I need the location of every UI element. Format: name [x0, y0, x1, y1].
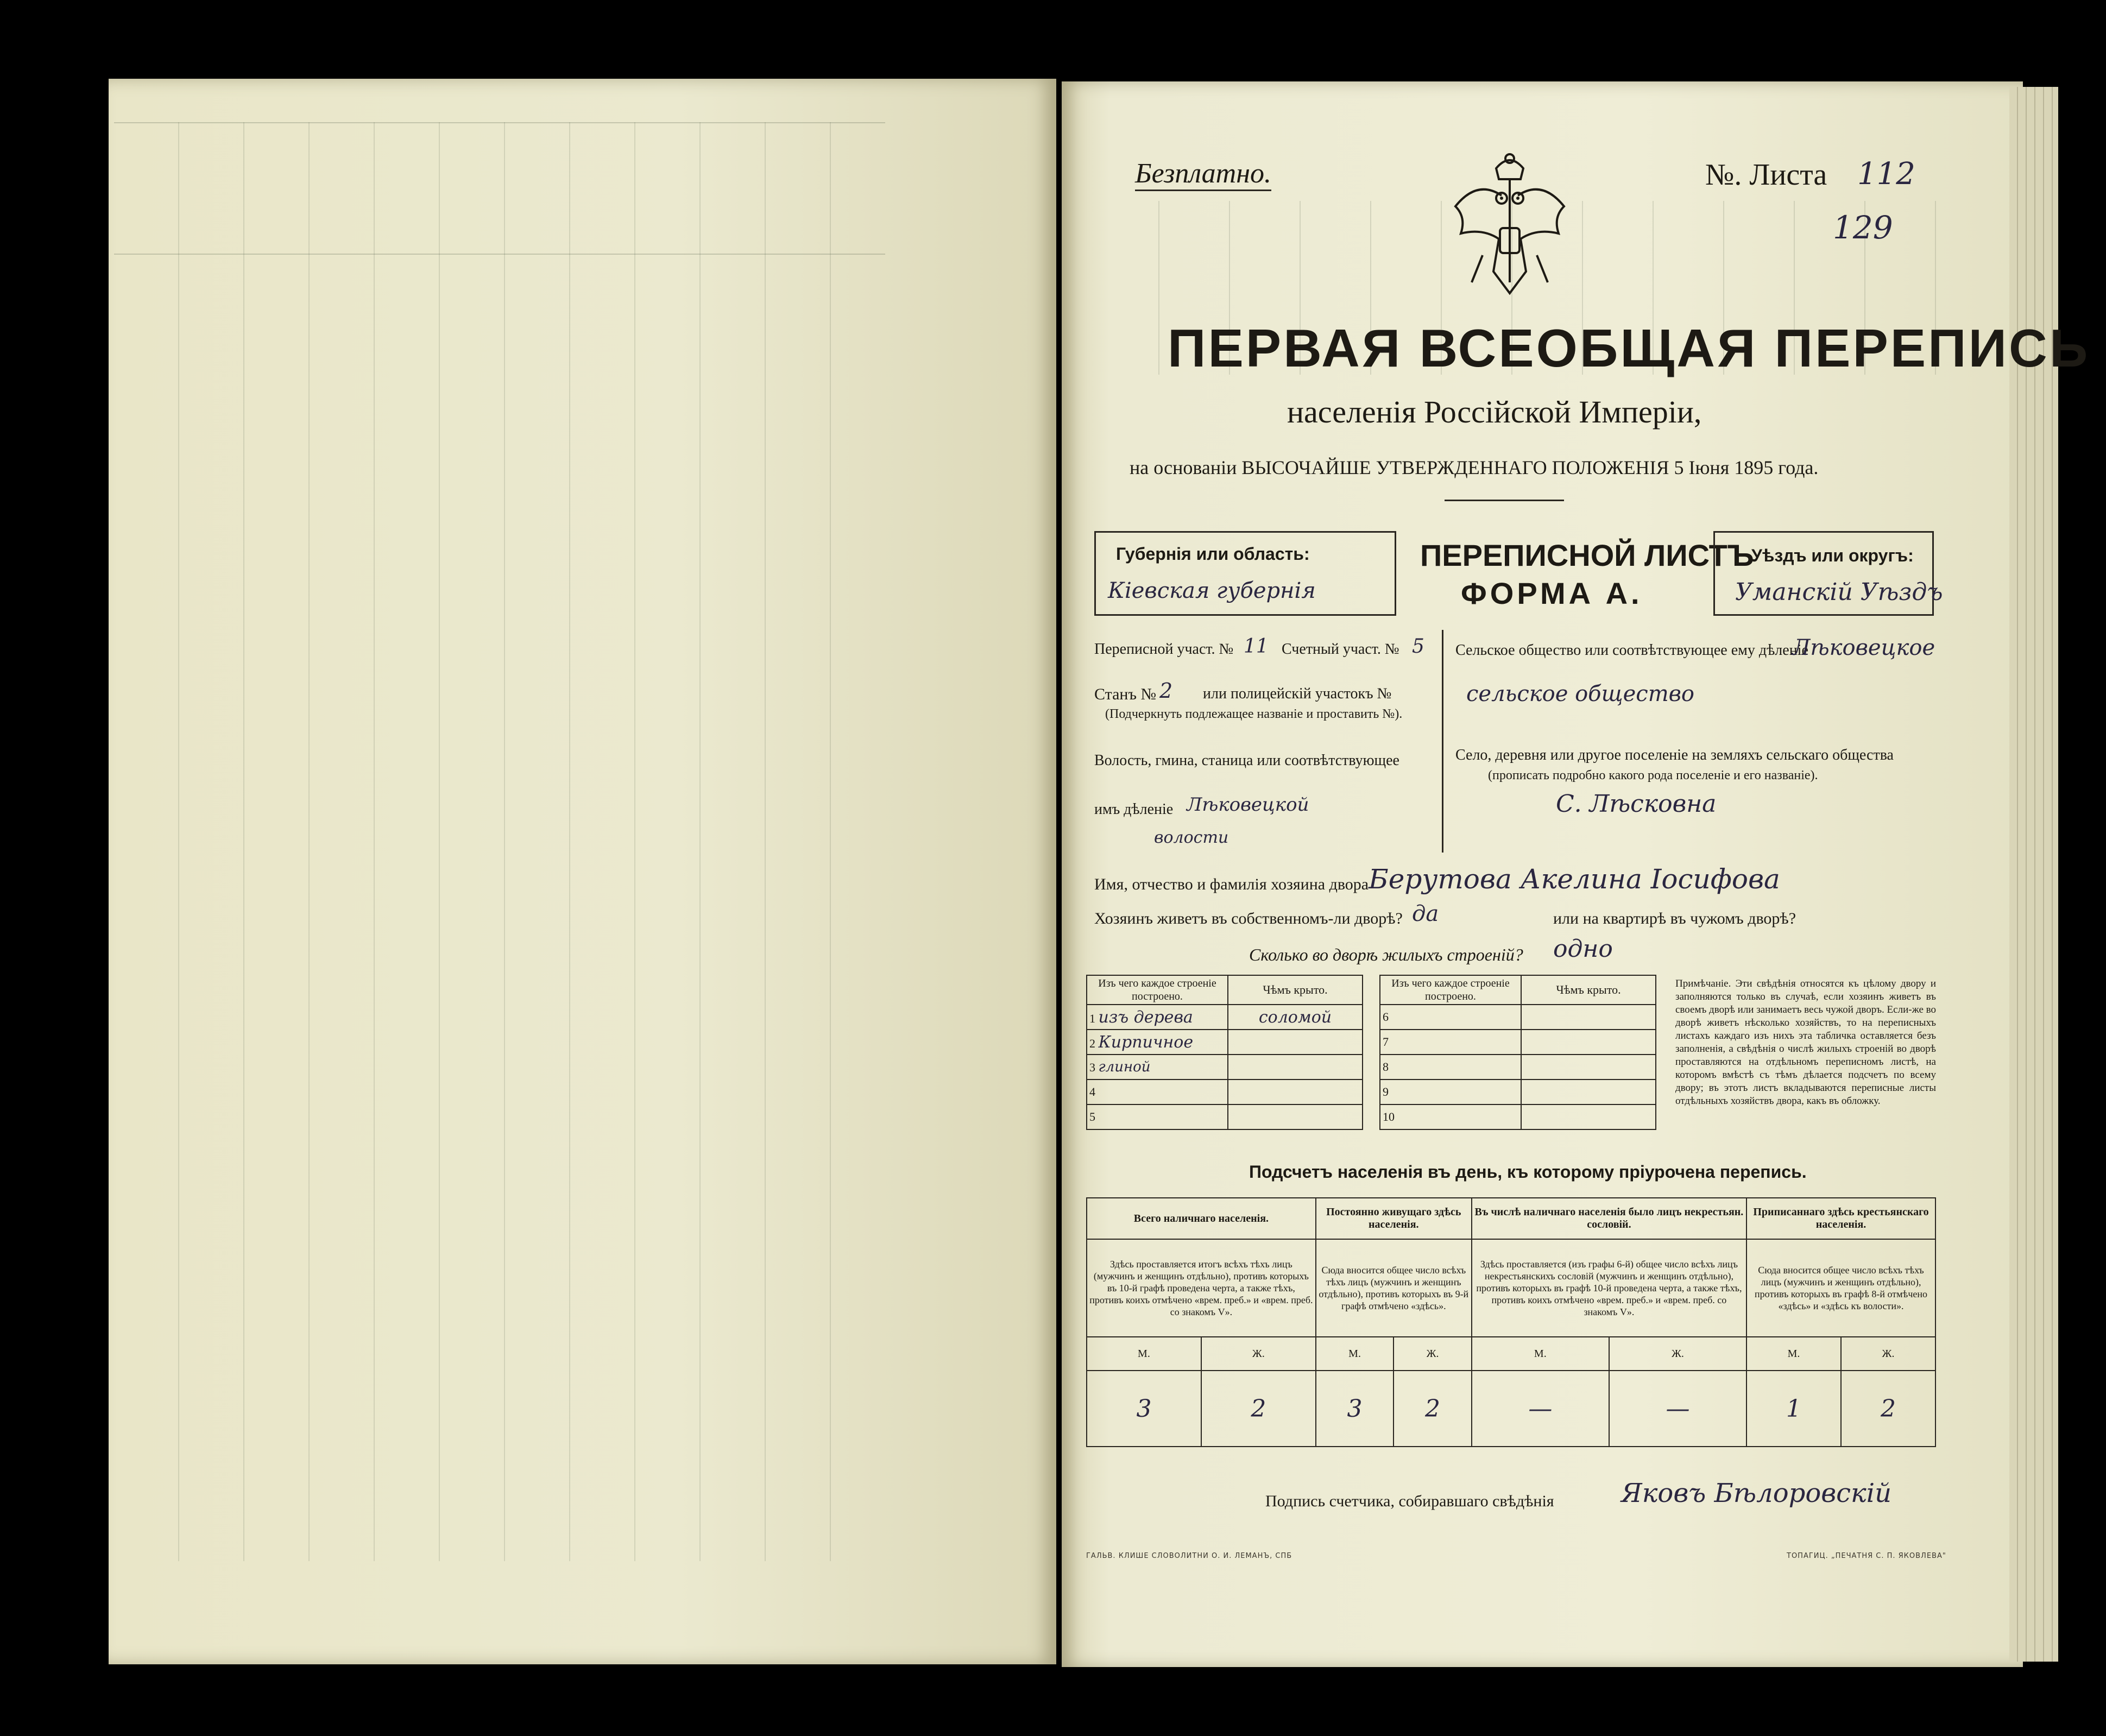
details-divider	[1442, 630, 1443, 853]
group-head: Всего наличнаго населенія.	[1087, 1198, 1316, 1239]
f-value: 2	[1201, 1371, 1316, 1447]
group-head: Постоянно живущаго здѣсь населенія.	[1316, 1198, 1472, 1239]
row-number: 4	[1089, 1085, 1095, 1099]
imperial-eagle-emblem	[1445, 147, 1575, 310]
f-header: Ж.	[1841, 1337, 1935, 1371]
stan-label: Станъ №	[1094, 685, 1157, 703]
buildings-table-right	[1379, 975, 1656, 1130]
sheet-label: ПЕРЕПИСНОЙ ЛИСТЪ	[1420, 538, 1754, 572]
row-roof	[1228, 1055, 1363, 1080]
row-number: 10	[1380, 1104, 1521, 1129]
volost-value-2: волости	[1154, 828, 1229, 847]
ornament-divider	[1445, 500, 1564, 501]
village-value: С. Лѣсковна	[1556, 790, 1717, 818]
m-header: М.	[1746, 1337, 1841, 1371]
group-desc: Здѣсь проставляется итогъ всѣхъ тѣхъ лицъ (мужчинъ и женщинъ отдѣльно), противъ которыхъ въ 10-й графѣ проведена черта, а также тѣхъ, противъ коихъ отмѣчено «врем. преб.» и «врем. преб. со знакомъ V».	[1087, 1239, 1316, 1337]
f-header: Ж.	[1201, 1337, 1316, 1371]
footer-left: ГАЛЬВ. КЛИШЕ СЛОВОЛИТНИ О. И. ЛЕМАНЪ, СПБ	[1086, 1552, 1292, 1560]
village-label: Село, деревня или другое поселеніе на земляхъ сельскаго общества	[1455, 747, 1894, 763]
society-label: Сельское общество или соотвѣтствующее ему дѣленіе	[1455, 642, 1808, 659]
uezd-label: Уѣздъ или округъ:	[1751, 546, 1914, 565]
owner-label: Имя, отчество и фамилія хозяина двора	[1094, 875, 1369, 893]
guberniya-value: Кіевская губернія	[1108, 578, 1316, 603]
society-value-1: Лѣковецкое	[1792, 635, 1935, 660]
row-number: 7	[1380, 1030, 1521, 1055]
signature-value: Яковъ Бѣлоровскій	[1621, 1478, 1891, 1508]
footer-right: ТОПАГИЦ. „ПЕЧАТНЯ С. П. ЯКОВЛЕВА"	[1787, 1552, 1946, 1560]
row-material: Кирпичное	[1098, 1032, 1194, 1052]
buildings-label: Сколько во дворѣ жилыхъ строеній?	[1249, 945, 1523, 964]
volost-label-2: имъ дѣленіе	[1094, 801, 1174, 818]
col-roof-header: Чѣмъ крыто.	[1228, 975, 1363, 1005]
m-value: 3	[1087, 1371, 1201, 1447]
population-count-table	[1086, 1197, 1936, 1447]
lives-rent-label: или на квартирѣ въ чужомъ дворѣ?	[1553, 910, 1796, 927]
col-material-header: Изъ чего каждое строеніе построено.	[1380, 975, 1521, 1005]
group-desc: Сюда вносится общее число всѣхъ тѣхъ лицъ (мужчинъ и женщинъ отдѣльно), противъ которыхъ въ 9-й графѣ отмѣчено «здѣсь».	[1316, 1239, 1472, 1337]
lives-own-value: да	[1412, 901, 1439, 926]
count-district-value: 5	[1412, 635, 1424, 658]
left-page-faint-grid	[114, 122, 885, 1561]
row-material: изъ дерева	[1098, 1007, 1193, 1027]
census-title: ПЕРВАЯ ВСЕОБЩАЯ ПЕРЕПИСЬ	[1168, 318, 2090, 378]
row-number: 8	[1380, 1055, 1521, 1080]
m-header: М.	[1316, 1337, 1394, 1371]
group-head: Приписаннаго здѣсь крестьянскаго населенія.	[1746, 1198, 1935, 1239]
row-number: 6	[1380, 1005, 1521, 1030]
owner-value: Берутова Акелина Іосифова	[1369, 863, 1780, 895]
buildings-note: Примѣчаніе. Эти свѣдѣнія относятся къ цѣлому двору и заполняются только въ случаѣ, если хозяинъ живетъ въ своемъ дворѣ или занимаетъ весь чужой дворъ. Если-же во дворѣ живетъ нѣсколько хозяйствъ, то на переписныхъ листахъ каждаго изъ нихъ эта табличка оставляется безъ заполненія, а свѣдѣнія о числѣ жилыхъ строеній во дворѣ проставляются на отдѣльномъ переписномъ листѣ, на которомъ вмѣстѣ съ тѣмъ дѣлается подсчетъ по всему двору; въ этотъ листъ вкладываются переписные листы отдѣльныхъ хозяйствъ двора, какъ въ обложку.	[1675, 978, 1936, 1107]
buildings-table-left	[1086, 975, 1363, 1130]
m-header: М.	[1087, 1337, 1201, 1371]
m-value: 1	[1746, 1371, 1841, 1447]
row-roof	[1228, 1030, 1363, 1055]
village-note: (прописать подробно какого рода поселеніе и его названіе).	[1488, 768, 1818, 782]
col-material-header: Изъ чего каждое строеніе построено.	[1087, 975, 1228, 1005]
f-header: Ж.	[1394, 1337, 1471, 1371]
guberniya-label: Губернія или область:	[1116, 544, 1310, 564]
m-value: 3	[1316, 1371, 1394, 1447]
count-district-label: Счетный участ. №	[1282, 641, 1399, 658]
row-number: 1	[1089, 1011, 1095, 1025]
census-subtitle: населенія Россійской Имперіи,	[1287, 394, 1702, 430]
col-roof-header: Чѣмъ крыто.	[1521, 975, 1656, 1005]
sheet-number-value: 112	[1857, 156, 1915, 192]
f-value: 2	[1394, 1371, 1471, 1447]
volost-value-1: Лѣковецкой	[1187, 794, 1309, 816]
census-district-value: 11	[1244, 635, 1269, 658]
underline-note: (Подчеркнуть подлежащее названіе и проставить №).	[1105, 707, 1403, 721]
free-label: Безплатно.	[1135, 157, 1271, 191]
group-desc: Здѣсь проставляется (изъ графы 6-й) общее число всѣхъ лицъ некрестьянскихъ сословій (мужчинъ и женщинъ отдѣльно), противъ которыхъ въ графѣ 10-й проведена черта, а также тѣхъ, противъ коихъ отмѣчено «врем. преб.» и «врем. преб. со знакомъ V».	[1472, 1239, 1746, 1337]
police-label: или полицейскій участокъ №	[1203, 685, 1392, 702]
stan-value: 2	[1159, 679, 1173, 703]
row-number: 9	[1380, 1080, 1521, 1104]
f-header: Ж.	[1609, 1337, 1746, 1371]
count-title: Подсчетъ населенія въ день, къ которому пріурочена перепись.	[1249, 1162, 1807, 1182]
left-page-faint-header	[114, 122, 885, 255]
group-head: Въ числѣ наличнаго населенія было лицъ некрестьян. сословій.	[1472, 1198, 1746, 1239]
row-number: 2	[1089, 1036, 1095, 1050]
row-number: 3	[1089, 1060, 1095, 1074]
m-header: М.	[1472, 1337, 1609, 1371]
sheet-number-label: №. Листа	[1705, 158, 1827, 192]
f-value: 2	[1841, 1371, 1935, 1447]
form-label: ФОРМА А.	[1461, 576, 1643, 610]
row-number: 5	[1089, 1110, 1095, 1123]
row-material: глиной	[1098, 1059, 1151, 1075]
census-district-label: Переписной участ. №	[1094, 641, 1234, 658]
lives-own-label: Хозяинъ живетъ въ собственномъ-ли дворѣ?	[1094, 910, 1403, 927]
census-basis: на основаніи ВЫСОЧАЙШЕ УТВЕРЖДЕННАГО ПОЛОЖЕНІЯ 5 Іюня 1895 года.	[1130, 457, 1819, 478]
buildings-value: одно	[1553, 935, 1613, 963]
row-roof: соломой	[1228, 1005, 1363, 1030]
group-desc: Сюда вносится общее число всѣхъ тѣхъ лицъ (мужчинъ и женщинъ отдѣльно), противъ которыхъ въ графѣ 8-й отмѣчено «здѣсь» и «здѣсь къ волости».	[1746, 1239, 1935, 1337]
signature-label: Подпись счетчика, собиравшаго свѣдѣнія	[1265, 1492, 1554, 1510]
society-value-2: сельское общество	[1466, 681, 1694, 706]
uezd-value: Уманскій Уѣздъ	[1735, 578, 1943, 606]
volost-label-1: Волость, гмина, станица или соотвѣтствующее	[1094, 752, 1399, 769]
f-value: —	[1609, 1371, 1746, 1447]
m-value: —	[1472, 1371, 1609, 1447]
sheet-number-extra: 129	[1833, 209, 1893, 246]
